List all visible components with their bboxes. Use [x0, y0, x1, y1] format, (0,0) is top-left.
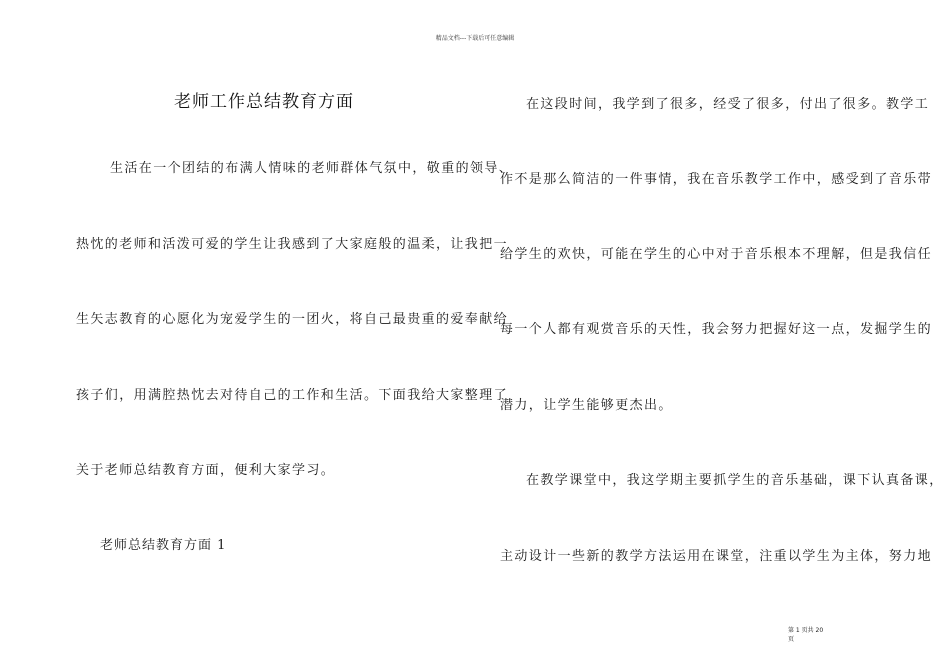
- right-paragraph-line: 在这段时间，我学到了很多，经受了很多，付出了很多。教学工: [526, 97, 930, 112]
- right-paragraph-line: 给学生的欢快，可能在学生的心中对于音乐根本不理解，但是我信任: [500, 247, 933, 262]
- page-number-line: 第 1 页共 20: [788, 627, 824, 634]
- document-header: 精品文档---下载后可任意编辑: [435, 35, 515, 42]
- right-paragraph-line: 每一个人都有观赏音乐的天性，我会努力把握好这一点，发掘学生的: [500, 322, 933, 337]
- left-paragraph-line: 生活在一个团结的布满人情味的老师群体气氛中，敬重的领导、: [110, 161, 514, 176]
- document-title: 老师工作总结教育方面: [174, 92, 354, 112]
- page-number-line: 页: [788, 636, 795, 643]
- left-paragraph-line: 生矢志教育的心愿化为宠爱学生的一团火，将自己最贵重的爱奉献给: [76, 312, 509, 327]
- section-heading: 老师总结教育方面 1: [100, 538, 227, 553]
- right-paragraph-line: 潜力，让学生能够更杰出。: [500, 398, 673, 413]
- right-paragraph-line: 主动设计一些新的教学方法运用在课堂，注重以学生为主体，努力地: [500, 549, 933, 564]
- page-number: [788, 626, 828, 644]
- right-paragraph-line: 作不是那么简洁的一件事情，我在音乐教学工作中，感受到了音乐带: [500, 172, 933, 187]
- right-paragraph-line: 在教学课堂中，我这学期主要抓学生的音乐基础，课下认真备课，: [526, 473, 944, 488]
- left-paragraph-line: 关于老师总结教育方面，便利大家学习。: [76, 463, 336, 478]
- left-paragraph-line: 热忱的老师和活泼可爱的学生让我感到了大家庭般的温柔，让我把一: [76, 237, 509, 252]
- left-paragraph-line: 孩子们，用满腔热忱去对待自己的工作和生活。下面我给大家整理了: [76, 388, 509, 403]
